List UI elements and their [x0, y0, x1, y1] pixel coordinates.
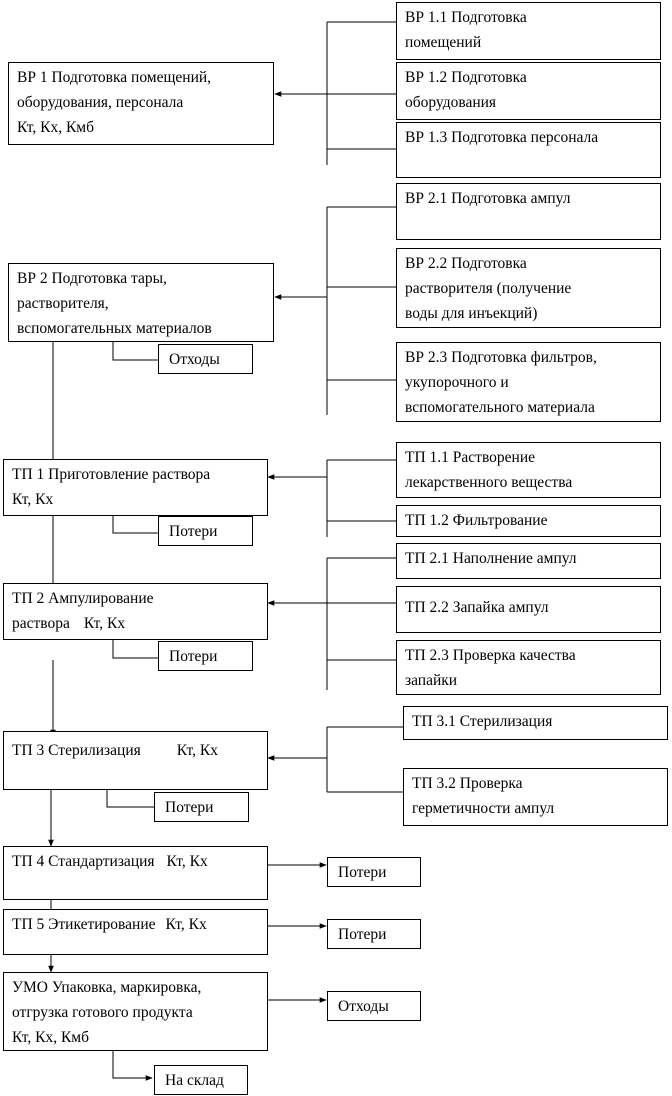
- tp1-2-line-1: ТП 1.2 Фильтрование: [405, 512, 548, 529]
- vr1-line-2: оборудования, персонала: [17, 94, 184, 111]
- vr2-2-line-3: воды для инъекций): [405, 305, 538, 322]
- tp2-3-line-2: запайки: [405, 672, 458, 689]
- tp3-box: [3, 731, 268, 790]
- tp1-1-line-2: лекарственного вещества: [405, 474, 573, 491]
- storage-box: [154, 1065, 248, 1095]
- vr2-1-line-1: ВР 2.1 Подготовка ампул: [405, 190, 571, 207]
- vr2-2-line-2: растворителя (получение: [405, 280, 572, 297]
- tp4-line-1: [12, 849, 259, 874]
- tp2-3-line-1: ТП 2.3 Проверка качества: [405, 647, 576, 664]
- umo-line-1: УМО Упаковка, маркировка,: [12, 979, 202, 996]
- vr1-1-box: [396, 2, 661, 60]
- umo-line-3: Кт, Кх, Кмб: [12, 1029, 89, 1046]
- umo-waste-box: [327, 991, 421, 1021]
- tp3-line-1: [12, 734, 259, 763]
- tp2-3-box: [396, 640, 661, 695]
- tp5-line-1: [12, 912, 259, 937]
- vr1-1-line-2: помещений: [405, 34, 482, 51]
- tp4-box: [3, 846, 268, 900]
- tp1-loss-box: [158, 516, 253, 546]
- umo-box: [3, 972, 268, 1051]
- tp2-loss-label: Потери: [169, 648, 218, 665]
- tp3-2-line-1: ТП 3.2 Проверка: [412, 775, 523, 792]
- tp3-2-line-2: герметичности ампул: [412, 800, 555, 817]
- vr1-3-line-1: ВР 1.3 Подготовка персонала: [405, 129, 599, 146]
- tp3-loss-label: Потери: [165, 799, 214, 816]
- vr1-2-line-2: оборудования: [405, 94, 497, 111]
- tp4-loss-label: Потери: [338, 864, 387, 881]
- vr2-3-line-1: ВР 2.3 Подготовка фильтров,: [405, 349, 597, 366]
- tp1-1-line-1: ТП 1.1 Растворение: [405, 449, 536, 466]
- tp2-1-line-1: ТП 2.1 Наполнение ампул: [405, 550, 577, 567]
- tp2-2-line-1: ТП 2.2 Запайка ампул: [405, 599, 549, 616]
- vr2-3-line-2: укупорочного и: [405, 374, 509, 391]
- vr1-2-box: [396, 62, 661, 120]
- vr2-waste-label: Отходы: [169, 351, 220, 368]
- tp1-1-box: [396, 442, 661, 498]
- tp3-loss-box: [154, 792, 249, 822]
- tp3-2-box: [403, 768, 668, 826]
- vr2-waste-box: [158, 344, 253, 374]
- vr1-3-box: [396, 122, 661, 178]
- tp2-1-box: [396, 543, 661, 579]
- tp2-line-2: [12, 611, 259, 636]
- tp5-codes: Кт, Кх: [165, 916, 207, 933]
- tp2-2-box: [396, 586, 661, 633]
- tp2-loss-box: [158, 641, 253, 671]
- vr2-line-3: вспомогательных материалов: [17, 320, 212, 337]
- vr2-2-box: [396, 248, 661, 328]
- tp4-name: ТП 4 Стандартизация: [12, 853, 155, 870]
- vr1-1-line-1: ВР 1.1 Подготовка: [405, 9, 527, 26]
- tp3-1-box: [403, 706, 668, 740]
- vr1-box: [8, 62, 274, 145]
- tp1-line-1: ТП 1 Приготовление раствора: [12, 466, 211, 483]
- tp3-codes: Кт, Кх: [176, 742, 218, 759]
- vr2-1-box: [396, 183, 661, 240]
- tp2-line-1: ТП 2 Ампулирование: [12, 590, 154, 607]
- tp1-2-box: [396, 505, 661, 537]
- tp2-name-part: раствора: [12, 615, 70, 632]
- tp5-box: [3, 909, 268, 955]
- vr1-line-3: Кт, Кх, Кмб: [17, 119, 94, 136]
- storage-label: На склад: [165, 1072, 224, 1089]
- tp5-loss-label: Потери: [338, 926, 387, 943]
- tp5-name: ТП 5 Этикетирование: [12, 916, 156, 933]
- vr2-3-box: [396, 342, 661, 422]
- vr1-line-1: ВР 1 Подготовка помещений,: [17, 69, 212, 86]
- umo-waste-label: Отходы: [338, 998, 389, 1015]
- vr1-2-line-1: ВР 1.2 Подготовка: [405, 69, 527, 86]
- tp3-name: ТП 3 Стерилизация: [12, 742, 141, 759]
- tp2-box: [3, 583, 268, 640]
- vr2-3-line-3: вспомогательного материала: [405, 399, 595, 416]
- vr2-box: [8, 263, 274, 342]
- umo-line-2: отгрузка готового продукта: [12, 1004, 193, 1021]
- tp1-box: [3, 459, 268, 516]
- vr2-line-1: ВР 2 Подготовка тары,: [17, 270, 167, 287]
- tp5-loss-box: [327, 919, 421, 949]
- tp4-codes: Кт, Кх: [166, 853, 208, 870]
- tp1-loss-label: Потери: [169, 523, 218, 540]
- tp3-1-line-1: ТП 3.1 Стерилизация: [412, 713, 553, 730]
- vr2-2-line-1: ВР 2.2 Подготовка: [405, 255, 527, 272]
- tp4-loss-box: [327, 857, 421, 887]
- tp2-codes: Кт, Кх: [83, 615, 126, 632]
- vr2-line-2: растворителя,: [17, 295, 109, 312]
- tp1-line-2: Кт, Кх: [12, 491, 54, 508]
